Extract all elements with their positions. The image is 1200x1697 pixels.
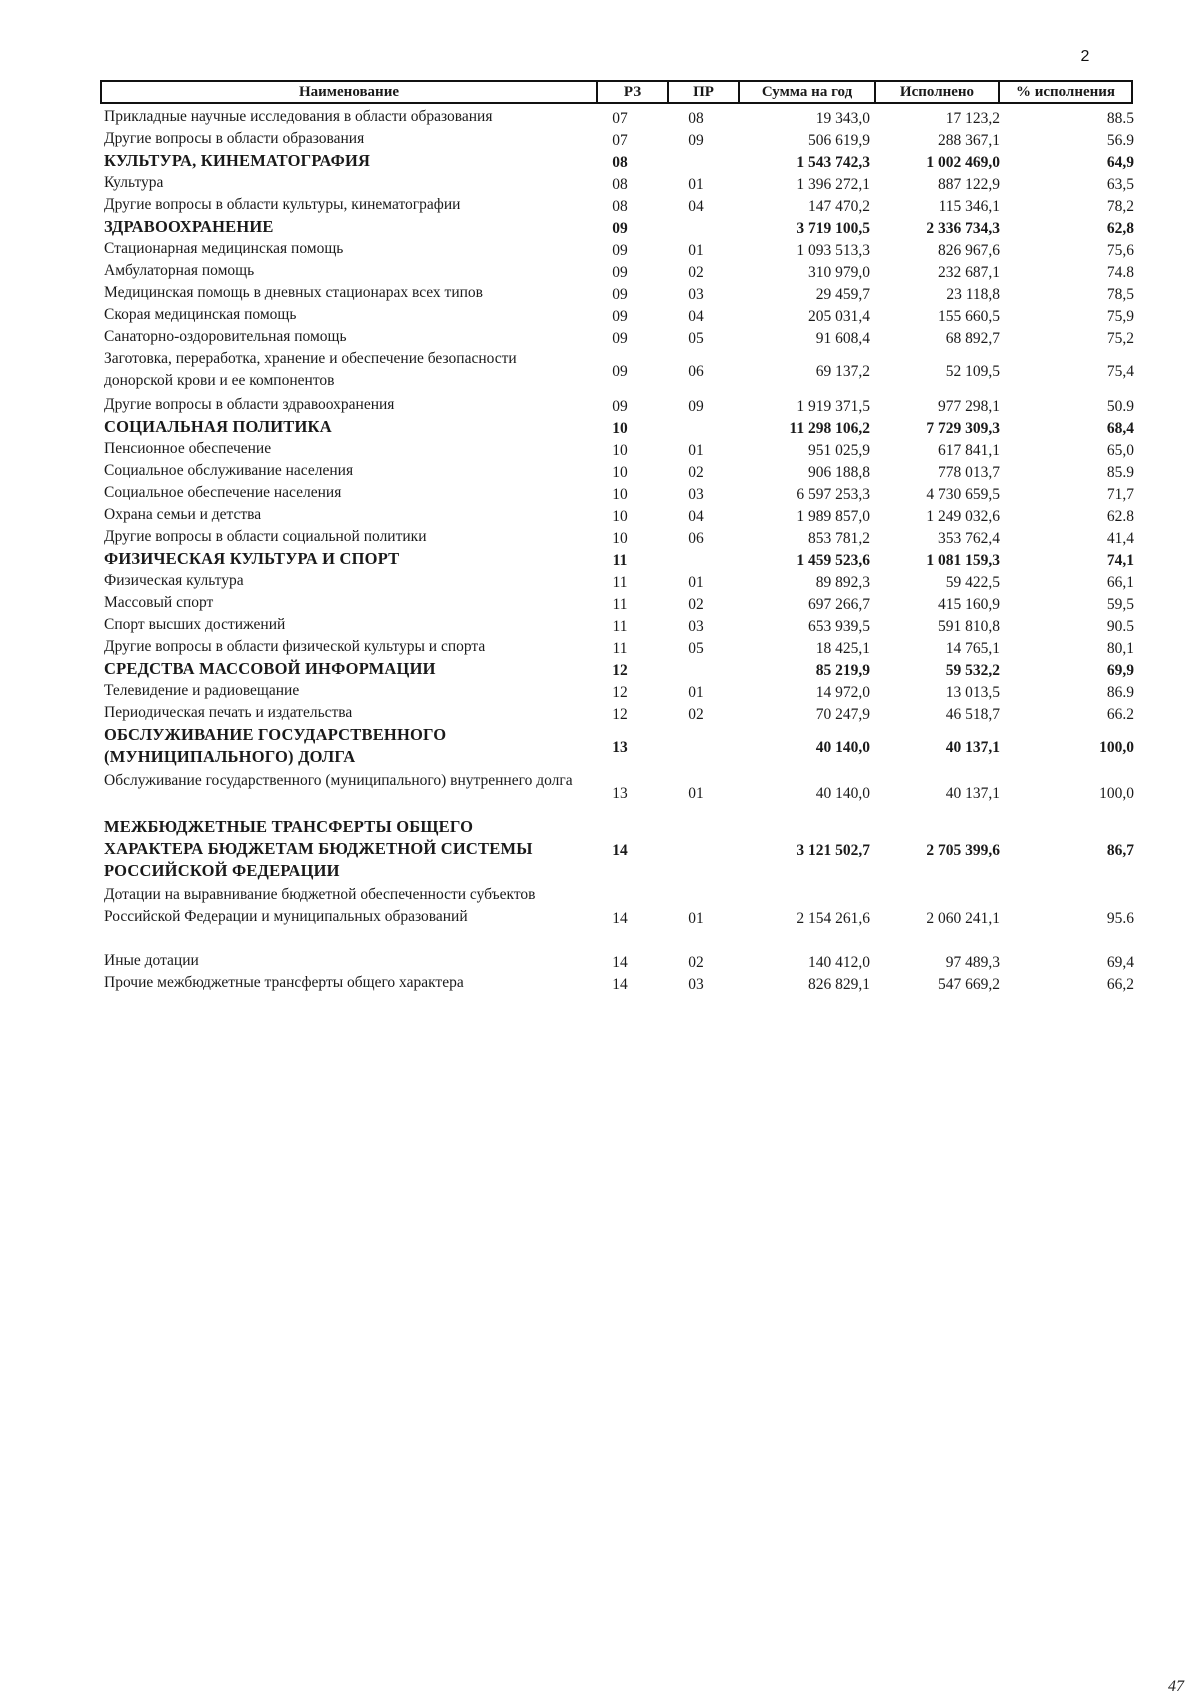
row-name: Социальное обеспечение населения	[104, 484, 342, 501]
table-row	[0, 326, 1200, 348]
row-name: Культура	[104, 174, 164, 191]
table-row	[0, 260, 1200, 282]
row-rz: 12	[612, 706, 628, 723]
row-sum: 653 939,5	[808, 618, 870, 635]
row-name: Иные дотации	[104, 952, 199, 969]
row-done: 52 109,5	[945, 363, 1000, 380]
row-sum: 40 140,0	[815, 739, 870, 756]
row-pct: 86.9	[1106, 684, 1134, 701]
row-pr: 02	[688, 954, 704, 971]
row-name: ОБСЛУЖИВАНИЕ ГОСУДАРСТВЕННОГО (МУНИЦИПАЛЬНОГО) ДОЛГА	[104, 725, 447, 766]
row-rz: 12	[612, 662, 628, 679]
row-pr: 01	[688, 442, 704, 459]
row-rz: 07	[612, 132, 628, 149]
table-row	[0, 702, 1200, 724]
row-pct: 75,2	[1106, 330, 1134, 347]
row-done: 97 489,3	[945, 954, 1000, 971]
row-pr: 09	[688, 132, 704, 149]
row-sum: 826 829,1	[808, 976, 870, 993]
table-row	[0, 526, 1200, 548]
row-done: 59 422,5	[945, 574, 1000, 591]
table-row	[0, 106, 1200, 128]
row-sum: 29 459,7	[815, 286, 870, 303]
row-pct: 69,4	[1106, 954, 1134, 971]
table-row	[0, 194, 1200, 216]
row-name: МЕЖБЮДЖЕТНЫЕ ТРАНСФЕРТЫ ОБЩЕГО ХАРАКТЕРА БЮДЖЕТАМ БЮДЖЕТНОЙ СИСТЕМЫ РОССИЙСКОЙ ФЕДЕРАЦИИ	[104, 817, 533, 880]
row-name: Социальное обслуживание населения	[104, 462, 354, 479]
row-name: Обслуживание государственного (муниципального) внутреннего долга	[104, 772, 573, 789]
row-name: Стационарная медицинская помощь	[104, 240, 344, 257]
row-sum: 906 188,8	[808, 464, 870, 481]
table-row	[0, 416, 1200, 438]
table-row	[0, 238, 1200, 260]
row-pct: 66,2	[1106, 976, 1134, 993]
row-rz: 14	[612, 910, 628, 927]
row-done: 40 137,1	[945, 739, 1000, 756]
row-pct: 95.6	[1106, 910, 1134, 927]
row-done: 887 122,9	[938, 176, 1000, 193]
page-number: 2	[1080, 48, 1090, 65]
row-name: Другие вопросы в области физической культуры и спорта	[104, 638, 486, 655]
row-pct: 75,9	[1106, 308, 1134, 325]
row-pr: 05	[688, 330, 704, 347]
row-done: 2 060 241,1	[926, 910, 1000, 927]
row-pr: 06	[688, 530, 704, 547]
table-row	[0, 304, 1200, 326]
row-rz: 10	[612, 464, 628, 481]
row-name: ЗДРАВООХРАНЕНИЕ	[104, 217, 274, 236]
row-name: Физическая культура	[104, 572, 244, 589]
header-sum: Сумма на год	[738, 82, 874, 102]
row-done: 1 002 469,0	[926, 154, 1000, 171]
row-rz: 10	[612, 486, 628, 503]
table-row	[0, 460, 1200, 482]
row-rz: 11	[612, 618, 628, 635]
row-name: ФИЗИЧЕСКАЯ КУЛЬТУРА И СПОРТ	[104, 549, 400, 568]
table-row	[0, 614, 1200, 636]
row-pct: 66.2	[1106, 706, 1134, 723]
table-row	[0, 770, 1200, 814]
row-sum: 1 093 513,3	[796, 242, 870, 259]
table-row	[0, 438, 1200, 460]
row-sum: 951 025,9	[808, 442, 870, 459]
row-sum: 40 140,0	[815, 785, 870, 802]
table-row	[0, 592, 1200, 614]
row-rz: 09	[612, 242, 628, 259]
table-row	[0, 150, 1200, 172]
row-sum: 89 892,3	[815, 574, 870, 591]
row-name: Медицинская помощь в дневных стационарах всех типов	[104, 284, 483, 301]
row-sum: 1 459 523,6	[796, 552, 870, 569]
row-pr: 05	[688, 640, 704, 657]
table-row	[0, 394, 1200, 416]
table-row	[0, 950, 1200, 972]
row-pr: 04	[688, 508, 704, 525]
row-sum: 85 219,9	[815, 662, 870, 679]
row-name: СОЦИАЛЬНАЯ ПОЛИТИКА	[104, 417, 332, 436]
row-pct: 66,1	[1106, 574, 1134, 591]
row-rz: 09	[612, 308, 628, 325]
row-sum: 11 298 106,2	[789, 420, 870, 437]
row-rz: 08	[612, 154, 628, 171]
row-sum: 3 719 100,5	[796, 220, 870, 237]
row-pr: 03	[688, 486, 704, 503]
row-rz: 11	[612, 574, 628, 591]
row-done: 68 892,7	[945, 330, 1000, 347]
row-pct: 88.5	[1106, 110, 1134, 127]
row-name: Охрана семьи и детства	[104, 506, 262, 523]
row-done: 617 841,1	[938, 442, 1000, 459]
row-pct: 64,9	[1106, 154, 1134, 171]
row-sum: 1 543 742,3	[796, 154, 870, 171]
row-rz: 14	[612, 842, 628, 859]
row-done: 17 123,2	[945, 110, 1000, 127]
row-name: Другие вопросы в области образования	[104, 130, 365, 147]
row-done: 778 013,7	[938, 464, 1000, 481]
table-row	[0, 636, 1200, 658]
row-sum: 853 781,2	[808, 530, 870, 547]
table-row	[0, 482, 1200, 504]
row-pr: 06	[688, 363, 704, 380]
row-done: 155 660,5	[938, 308, 1000, 325]
row-pr: 03	[688, 976, 704, 993]
row-pct: 63,5	[1106, 176, 1134, 193]
row-rz: 14	[612, 976, 628, 993]
row-name: Другие вопросы в области культуры, кинематографии	[104, 196, 461, 213]
table-row	[0, 348, 1200, 392]
row-rz: 12	[612, 684, 628, 701]
row-name: Амбулаторная помощь	[104, 262, 255, 279]
row-pct: 74,1	[1106, 552, 1134, 569]
row-done: 353 762,4	[938, 530, 1000, 547]
row-rz: 13	[612, 739, 628, 756]
row-name: КУЛЬТУРА, КИНЕМАТОГРАФИЯ	[104, 151, 371, 170]
row-name: СРЕДСТВА МАССОВОЙ ИНФОРМАЦИИ	[104, 659, 436, 678]
row-rz: 09	[612, 286, 628, 303]
row-pr: 08	[688, 110, 704, 127]
row-pct: 74.8	[1106, 264, 1134, 281]
row-done: 1 081 159,3	[926, 552, 1000, 569]
row-pct: 86,7	[1106, 842, 1134, 859]
row-name: Прикладные научные исследования в области образования	[104, 108, 493, 125]
row-pct: 80,1	[1106, 640, 1134, 657]
header-name: Наименование	[299, 84, 399, 100]
row-pct: 62,8	[1106, 220, 1134, 237]
row-rz: 11	[612, 640, 628, 657]
row-sum: 310 979,0	[808, 264, 870, 281]
row-sum: 1 919 371,5	[796, 398, 870, 415]
row-sum: 19 343,0	[815, 110, 870, 127]
row-done: 232 687,1	[938, 264, 1000, 281]
row-sum: 70 247,9	[815, 706, 870, 723]
header-pr: ПР	[667, 82, 738, 102]
table-row	[0, 658, 1200, 680]
table-row	[0, 282, 1200, 304]
row-rz: 13	[612, 785, 628, 802]
row-rz: 09	[612, 264, 628, 281]
row-name: Заготовка, переработка, хранение и обеспечение безопасности донорской крови и ее компонентов	[104, 350, 517, 389]
row-rz: 09	[612, 398, 628, 415]
row-done: 415 160,9	[938, 596, 1000, 613]
row-sum: 1 989 857,0	[796, 508, 870, 525]
table-row	[0, 884, 1200, 950]
row-done: 1 249 032,6	[926, 508, 1000, 525]
header-rz: РЗ	[596, 82, 667, 102]
row-rz: 10	[612, 442, 628, 459]
row-sum: 205 031,4	[808, 308, 870, 325]
row-sum: 140 412,0	[808, 954, 870, 971]
row-rz: 10	[612, 530, 628, 547]
row-sum: 147 470,2	[808, 198, 870, 215]
row-done: 59 532,2	[945, 662, 1000, 679]
row-name: Массовый спорт	[104, 594, 214, 611]
row-sum: 69 137,2	[815, 363, 870, 380]
row-pct: 59,5	[1106, 596, 1134, 613]
row-done: 40 137,1	[945, 785, 1000, 802]
row-pct: 78,5	[1106, 286, 1134, 303]
row-pct: 62.8	[1106, 508, 1134, 525]
row-name: Прочие межбюджетные трансферты общего характера	[104, 974, 464, 991]
row-pct: 75,6	[1106, 242, 1134, 259]
row-pct: 78,2	[1106, 198, 1134, 215]
row-rz: 09	[612, 363, 628, 380]
row-pr: 09	[688, 398, 704, 415]
row-sum: 1 396 272,1	[796, 176, 870, 193]
row-sum: 3 121 502,7	[796, 842, 870, 859]
row-done: 2 336 734,3	[926, 220, 1000, 237]
table-row	[0, 216, 1200, 238]
table-row	[0, 128, 1200, 150]
row-name: Дотации на выравнивание бюджетной обеспеченности субъектов Российской Федерации и муниципальных образований	[104, 886, 536, 925]
row-pr: 01	[688, 574, 704, 591]
row-sum: 697 266,7	[808, 596, 870, 613]
row-sum: 14 972,0	[815, 684, 870, 701]
row-name: Телевидение и радиовещание	[104, 682, 300, 699]
row-sum: 18 425,1	[815, 640, 870, 657]
row-rz: 10	[612, 420, 628, 437]
row-sum: 2 154 261,6	[796, 910, 870, 927]
row-done: 547 669,2	[938, 976, 1000, 993]
row-sum: 506 619,9	[808, 132, 870, 149]
row-done: 13 013,5	[945, 684, 1000, 701]
row-done: 7 729 309,3	[926, 420, 1000, 437]
table-row	[0, 816, 1200, 882]
row-rz: 08	[612, 198, 628, 215]
header-pct: % исполнения	[998, 82, 1131, 102]
row-name: Скорая медицинская помощь	[104, 306, 297, 323]
row-done: 288 367,1	[938, 132, 1000, 149]
table-row	[0, 570, 1200, 592]
row-rz: 09	[612, 330, 628, 347]
row-pr: 03	[688, 286, 704, 303]
header-done: Исполнено	[874, 82, 998, 102]
row-name: Другие вопросы в области здравоохранения	[104, 396, 395, 413]
row-rz: 07	[612, 110, 628, 127]
row-pct: 71,7	[1106, 486, 1134, 503]
row-pr: 03	[688, 618, 704, 635]
table-row	[0, 972, 1200, 994]
table-row	[0, 172, 1200, 194]
row-done: 826 967,6	[938, 242, 1000, 259]
row-pct: 50.9	[1106, 398, 1134, 415]
row-pr: 01	[688, 242, 704, 259]
row-rz: 11	[612, 552, 628, 569]
row-done: 46 518,7	[945, 706, 1000, 723]
row-pct: 100,0	[1099, 739, 1134, 756]
row-pr: 01	[688, 684, 704, 701]
row-done: 115 346,1	[938, 198, 1000, 215]
row-pct: 100,0	[1099, 785, 1134, 802]
row-pr: 01	[688, 176, 704, 193]
row-sum: 91 608,4	[815, 330, 870, 347]
row-pr: 02	[688, 706, 704, 723]
row-name: Пенсионное обеспечение	[104, 440, 272, 457]
row-done: 977 298,1	[938, 398, 1000, 415]
row-pr: 04	[688, 198, 704, 215]
row-rz: 08	[612, 176, 628, 193]
table-row	[0, 680, 1200, 702]
row-rz: 09	[612, 220, 628, 237]
row-done: 23 118,8	[946, 286, 1000, 303]
row-name: Санаторно-оздоровительная помощь	[104, 328, 347, 345]
row-pct: 69,9	[1106, 662, 1134, 679]
row-pct: 90.5	[1106, 618, 1134, 635]
row-rz: 11	[612, 596, 628, 613]
row-pr: 02	[688, 464, 704, 481]
row-done: 4 730 659,5	[926, 486, 1000, 503]
corner-mark: 47	[1168, 1678, 1184, 1695]
row-pct: 65,0	[1106, 442, 1134, 459]
row-pr: 02	[688, 596, 704, 613]
table-row	[0, 724, 1200, 768]
row-pct: 41,4	[1106, 530, 1134, 547]
table-row	[0, 548, 1200, 570]
row-pr: 02	[688, 264, 704, 281]
row-pct: 68,4	[1106, 420, 1134, 437]
row-rz: 10	[612, 508, 628, 525]
row-pct: 75,4	[1106, 363, 1134, 380]
row-name: Периодическая печать и издательства	[104, 704, 353, 721]
row-pct: 85.9	[1106, 464, 1134, 481]
row-done: 2 705 399,6	[926, 842, 1000, 859]
row-done: 14 765,1	[945, 640, 1000, 657]
row-pct: 56.9	[1106, 132, 1134, 149]
row-pr: 01	[688, 785, 704, 802]
row-rz: 14	[612, 954, 628, 971]
row-pr: 04	[688, 308, 704, 325]
row-sum: 6 597 253,3	[796, 486, 870, 503]
row-pr: 01	[688, 910, 704, 927]
table-row	[0, 504, 1200, 526]
row-name: Спорт высших достижений	[104, 616, 286, 633]
row-name: Другие вопросы в области социальной политики	[104, 528, 427, 545]
row-done: 591 810,8	[938, 618, 1000, 635]
